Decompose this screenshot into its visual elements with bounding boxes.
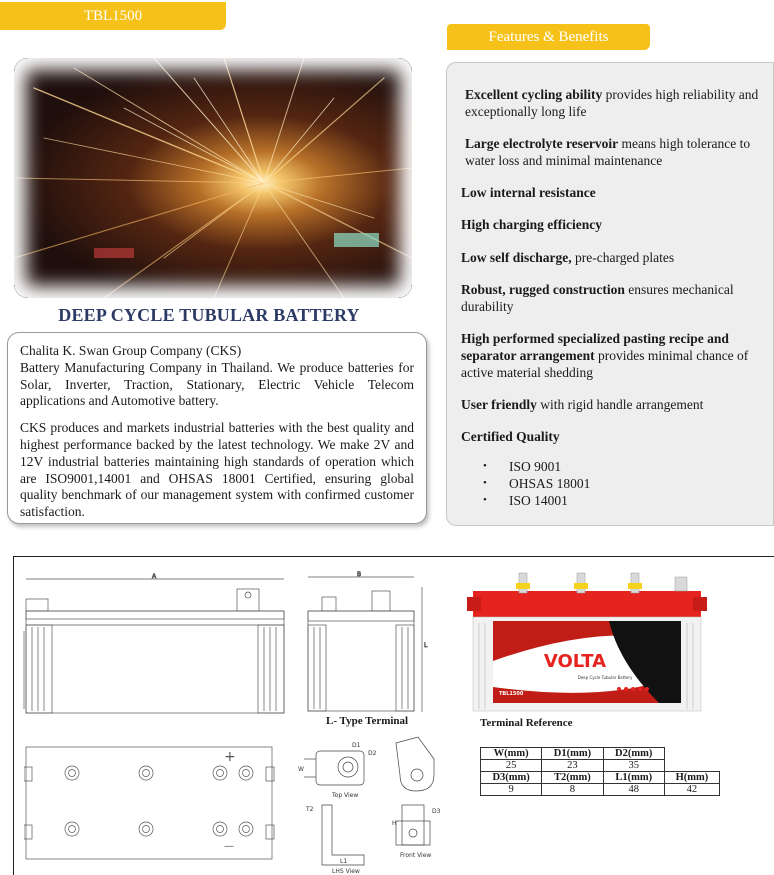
feature-item (461, 87, 763, 121)
dim-d1-label: D1 (352, 742, 361, 749)
about-company-name: Chalita K. Swan Group Company (CKS) (20, 343, 242, 358)
about-paragraph-2: CKS produces and markets industrial batteries with the best quality and highest performance backed by the latest technology. We make 2V and 12V industrial batteries maintaining high standards of operation which are ISO9001,14001 and OHSAS 18001 Certified, ensuring global quality benchmark of our management system with confirmed customer satisfaction. (20, 420, 414, 520)
dim-b-label: B (357, 571, 362, 578)
feature-title: Robust, rugged construction (461, 282, 625, 298)
table-cell: 23 (542, 760, 603, 772)
dim-d3-label: D3 (432, 808, 441, 815)
about-paragraph-1 (20, 343, 414, 410)
table-cell: 25 (481, 760, 542, 772)
feature-title: High charging efficiency (461, 217, 602, 233)
feature-item (461, 185, 763, 202)
dim-t2-label: T2 (306, 806, 314, 813)
technical-drawing-panel (13, 556, 774, 875)
dim-w-label: W (298, 766, 304, 773)
feature-title: Low self discharge, (461, 249, 572, 265)
terminal-reference-label: Terminal Reference (480, 717, 573, 729)
company-about-box (7, 332, 427, 524)
lhs-view-label: LHS View (332, 868, 360, 873)
table-cell: W(mm) (481, 748, 542, 760)
terminal-detail-drawing (296, 733, 446, 873)
battery-model-text: TBL1500 (499, 691, 524, 697)
feature-title: Low internal resistance (461, 185, 596, 201)
table-row (481, 760, 720, 772)
dim-l-label: L (424, 642, 428, 649)
certification-item: • ISO 14001 (483, 492, 763, 509)
table-cell: T2(mm) (542, 772, 603, 784)
minus-terminal-mark: — (224, 841, 234, 852)
feature-description: provides minimal chance of active material shedding (461, 347, 749, 380)
top-view-label: Top View (332, 792, 359, 799)
hero-image (14, 58, 412, 298)
table-cell: 9 (481, 784, 542, 796)
table-cell: 42 (664, 784, 719, 796)
table-cell: 8 (542, 784, 603, 796)
table-cell: D1(mm) (542, 748, 603, 760)
battery-brand-text: VOLTA (543, 651, 607, 672)
feature-item (461, 331, 763, 381)
feature-item (461, 136, 763, 170)
feature-title: Large electrolyte reservoir (465, 136, 619, 152)
feature-title: High performed specialized pasting recipe and separator arrangement (461, 331, 729, 363)
certification-item: • OHSAS 18001 (483, 475, 763, 492)
table-row (481, 772, 720, 784)
dim-d2-label: D2 (368, 750, 377, 757)
table-cell: 48 (603, 784, 664, 796)
feature-title: Excellent cycling ability (465, 87, 603, 102)
features-list (461, 87, 763, 446)
certification-list (461, 458, 763, 509)
end-view-drawing (302, 567, 432, 717)
feature-description: ensures mechanical durability (461, 282, 734, 314)
front-view-label: Front View (400, 852, 432, 859)
feature-item (461, 429, 763, 446)
side-view-drawing (22, 569, 292, 714)
table-cell: H(mm) (664, 772, 719, 784)
feature-item (461, 250, 763, 267)
table-cell: D3(mm) (481, 772, 542, 784)
features-tab: Features & Benefits (447, 24, 650, 50)
terminal-reference-table (480, 747, 720, 796)
table-row (481, 784, 720, 796)
feature-title: Certified Quality (461, 429, 560, 445)
table-row (481, 748, 720, 760)
dim-l1-label: L1 (340, 858, 348, 865)
features-box (446, 62, 774, 526)
battery-product-image (459, 563, 719, 713)
feature-item (461, 282, 763, 316)
terminal-type-label: L- Type Terminal (326, 715, 409, 727)
table-cell: D2(mm) (603, 748, 664, 760)
feature-title: User friendly (461, 397, 537, 413)
feature-item (461, 217, 763, 234)
battery-tagline-text: Deep Cycle Tubular Battery (577, 675, 633, 680)
certification-item: • ISO 9001 (483, 458, 763, 475)
feature-description: pre-charged plates (571, 249, 675, 265)
dim-h-label: H (392, 820, 397, 827)
table-cell: L1(mm) (603, 772, 664, 784)
feature-description: with rigid handle arrangement (536, 397, 704, 413)
feature-description: provides high reliability and exceptionally long life (465, 87, 759, 119)
about-company-description: Battery Manufacturing Company in Thailand. We produce batteries for Solar, Inverter, Traction, Stationary, Electric Vehicle Telecom applications and Automotive battery. (20, 359, 414, 409)
feature-item (461, 397, 763, 414)
plus-terminal-mark: + (224, 749, 236, 765)
dim-a-label: A (152, 573, 157, 580)
feature-description: means high tolerance to water loss and minimal maintenance (465, 136, 751, 168)
top-view-drawing (24, 745, 276, 863)
table-cell: 35 (603, 760, 664, 772)
product-title: DEEP CYCLE TUBULAR BATTERY (58, 305, 360, 325)
model-tab: TBL1500 (0, 2, 226, 30)
